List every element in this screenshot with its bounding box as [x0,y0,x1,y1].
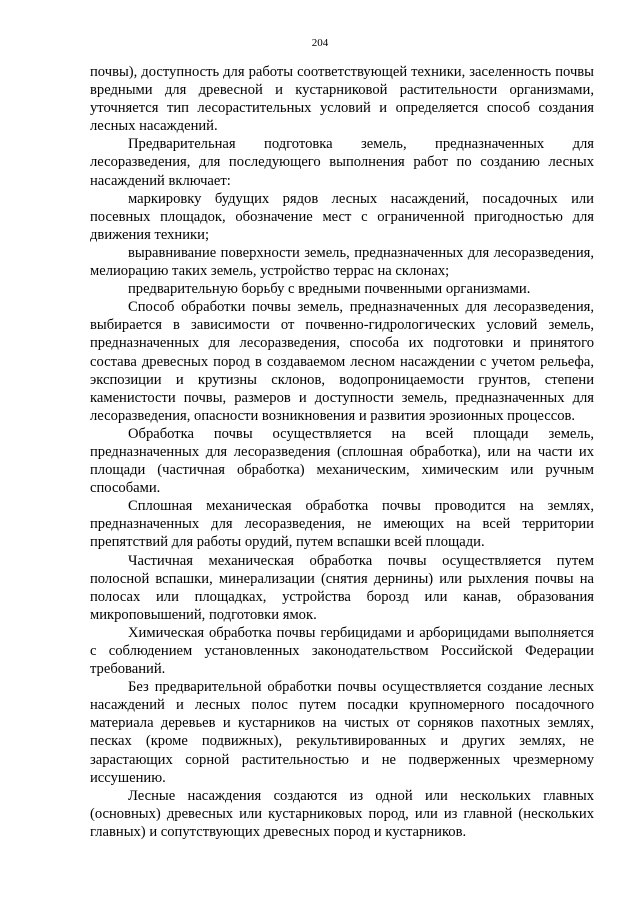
paragraph-continuation: почвы), доступность для работы соответствующей техники, заселенность почвы вредными для древесной и кустарниковой растительности организмами, уточняется тип лесорастительных условий и определяется способ создания лесных насаждений. [90,64,594,135]
paragraph-partial-mechanical: Частичная механическая обработка почвы осуществляется путем полосной вспашки, минерализации (снятия дернины) или рыхления почвы на полосах или площадках, устройства борозд или канав, образования микроповышений, подготовки ямок. [90,552,594,623]
paragraph-soil-treatment: Обработка почвы осуществляется на всей площади земель, предназначенных для лесоразведения (сплошная обработка), или на части их площади (частичная обработка) механическим, химическим или ручным способами. [90,425,594,497]
page-number: 204 [311,37,329,49]
paragraph-preparation-intro: Предварительная подготовка земель, предназначенных для лесоразведения, для последующего выполнения работ по созданию лесных насаждений включает: [90,136,594,189]
document-body [90,63,594,841]
paragraph-chemical: Химическая обработка почвы гербицидами и арборицидами выполняется с соблюдением установленных законодательством Российской Федерации требований. [90,624,594,678]
paragraph-full-mechanical: Сплошная механическая обработка почвы проводится на землях, предназначенных для лесоразведения, не имеющих на всей территории препятствий для работы орудий, путем вспашки всей площади. [90,498,594,551]
list-item-pest-control: предварительную борьбу с вредными почвенными организмами. [128,281,531,298]
list-item-marking: маркировку будущих рядов лесных насаждений, посадочных или посевных площадок, обозначение мест с ограниченной пригодностью для движения техники; [90,190,594,243]
paragraph-soil-method: Способ обработки почвы земель, предназначенных для лесоразведения, выбирается в зависимости от почвенно-гидрологических условий земель, предназначенных для лесоразведения, способа их подготовки и принятого состава древесных пород в создаваемом лесном насаждении с учетом рельефа, экспозиции и крутизны склонов, водопроницаемости грунтов, степени каменистости почвы, размеров и доступности земель, предназначенных для лесоразведения, опасности возникновения и развития эрозионных процессов. [90,299,594,424]
paragraph-no-treatment: Без предварительной обработки почвы осуществляется создание лесных насаждений и лесных полос путем посадки крупномерного посадочного материала деревьев и кустарников на чистых от сорняков пахотных землях, песках (кроме подвижных), рекультивированных и других землях, не зарастающих сорной растительностью и не подверженных чрезмерному иссушению. [90,679,594,786]
paragraph-forest-composition: Лесные насаждения создаются из одной или нескольких главных (основных) древесных или кустарниковых пород, или из главной (нескольких главных) и сопутствующих древесных пород и кустарников. [90,787,594,840]
list-item-leveling: выравнивание поверхности земель, предназначенных для лесоразведения, мелиорацию таких земель, устройство террас на склонах; [90,244,594,280]
